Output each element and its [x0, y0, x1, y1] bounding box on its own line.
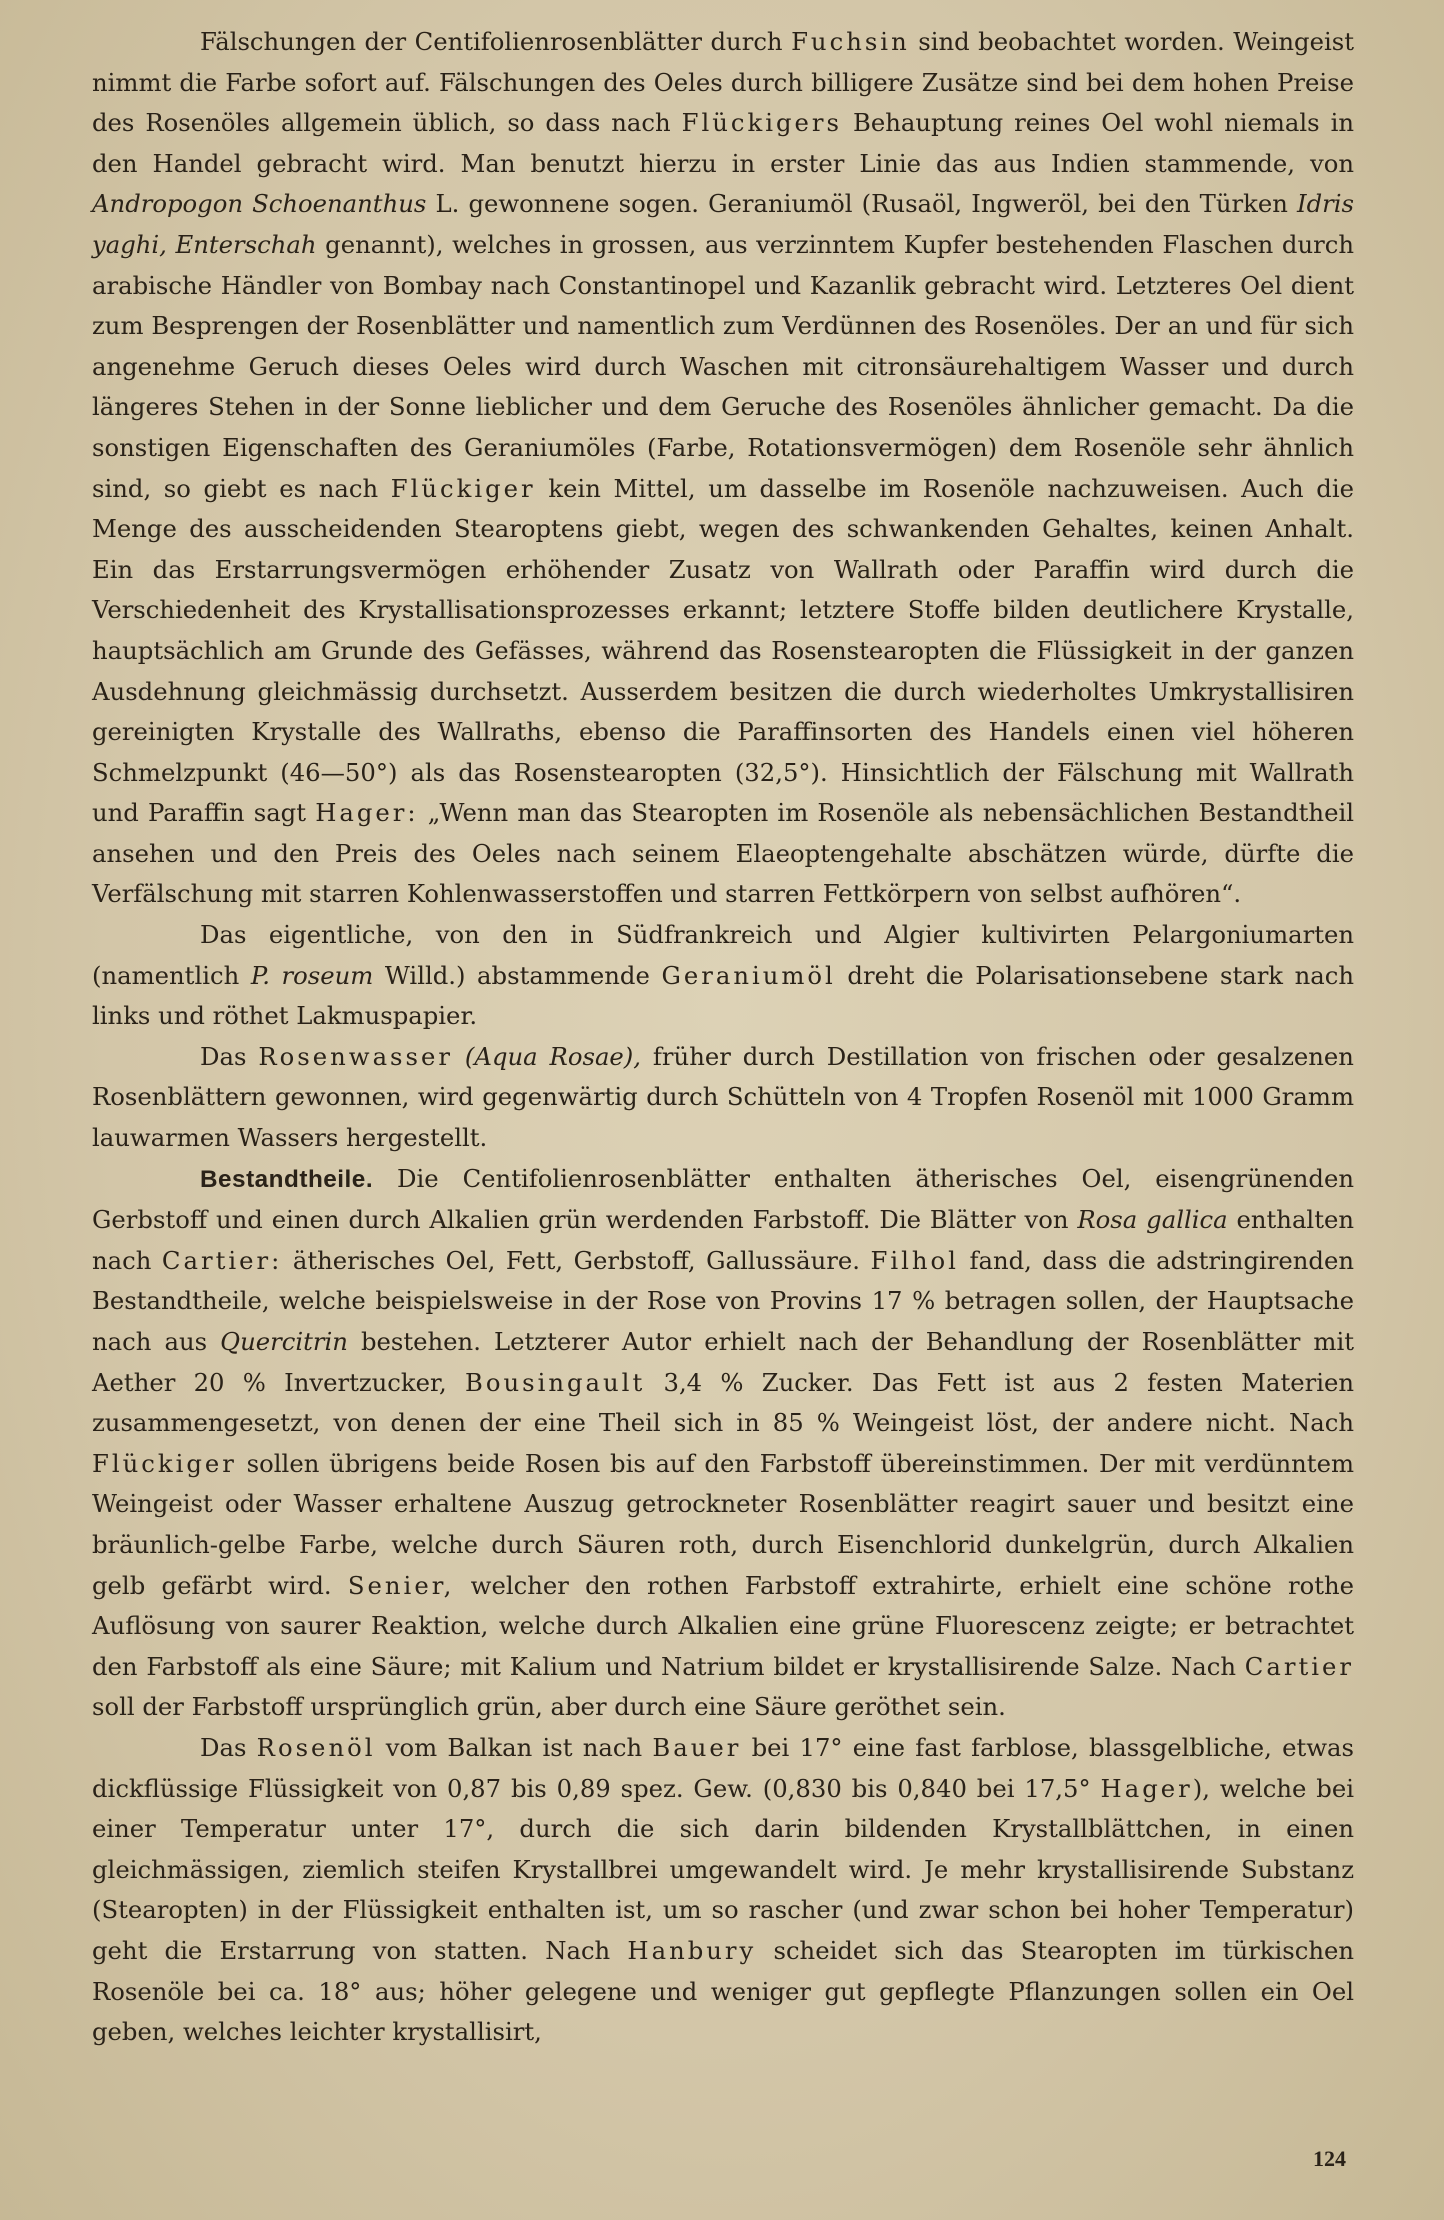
text-run: Fälschungen der Centifolienrosenblätter durch — [200, 27, 792, 56]
text-run: ätherisches Oel, Fett, Gerbstoff, Gallussäure. — [282, 1245, 871, 1275]
text-run: scheidet sich das Stearopten im türkischen Rosenöle bei ca. 18° aus; höher gelegene und weniger gut gepflegte Pflanzungen sollen ein Oel geben, welches leichter krystallisirt, — [92, 1935, 1354, 2047]
text-run: Rosenöl — [256, 1732, 376, 1762]
text-run: bestehen. Letzterer Autor erhielt nach der Behandlung der Rosenblätter mit Aether 20 % Invertzucker, — [92, 1327, 1354, 1397]
text-run: Geraniumöl — [661, 960, 836, 990]
paragraph — [92, 1728, 1354, 2053]
text-run: Die Centifolienrosenblätter enthalten ätherisches Oel, eisengrünenden Gerbstoff und einen durch Alkalien grün werdenden Farbstoff. Die Blätter von — [92, 1163, 1354, 1235]
paragraph — [92, 915, 1354, 1037]
text-run: welcher den rothen Farbstoff extrahirte, erhielt eine schöne rothe Auflösung von saurer Reaktion, welche durch Alkalien eine grüne Fluorescenz zeigte; er betrachtet den Farbstoff als eine Säure; mit Kalium und Natrium bildet er krystallisirende Salze. Nach — [92, 1570, 1354, 1681]
text-run: ), welche bei einer Temperatur unter 17°, durch die sich darin bildenden Krystallblättchen, in einen gleichmässigen, ziemlich steifen Krystallbrei umgewandelt wird. Je mehr krystallisirende Substanz (Stearopten) in der Flüssigkeit enthalten ist, um so rascher (und zwar schon bei hoher Temperatur) geht die Erstarrung von statten. Nach — [92, 1773, 1355, 1965]
text-run: Das — [200, 1732, 257, 1762]
section-heading: Bestandtheile. — [200, 1165, 374, 1193]
text-run: enthalten nach — [92, 1205, 1354, 1275]
text-run: Quercitrin — [220, 1327, 348, 1356]
text-run: Willd.) abstammende — [373, 960, 662, 990]
text-run: Das eigentliche, von den in Südfrankreich und Algier kultivirten Pelargoniumarten (namentlich — [92, 920, 1354, 990]
text-run: fand, dass die adstringirenden Bestandtheile, welche beispielsweise in der Rose von Provins 17 % betragen sollen, der Hauptsache nach aus — [92, 1245, 1354, 1356]
text-run: Senier, — [347, 1570, 455, 1600]
text-run: kein Mittel, um dasselbe im Rosenöle nachzuweisen. Auch die Menge des ausscheidenden Stearoptens giebt, wegen des schwankenden Gehaltes, keinen Anhalt. Ein das Erstarrungsvermögen erhöhender Zusatz von Wallrath oder Paraffin wird durch die Verschiedenheit des Krystallisationsprozesses erkannt; letztere Stoffe bilden deutlichere Krystalle, hauptsächlich am Grunde des Gefässes, während das Rosenstearopten die Flüssigkeit in der ganzen Ausdehnung gleichmässig durchsetzt. Ausserdem besitzen die durch wiederholtes Umkrystallisiren gereinigten Krystalle des Wallraths, ebenso die Paraffinsorten des Handels einen viel höheren Schmelzpunkt (46—50°) als das Rosenstearopten (32,5°). Hinsichtlich der Fälschung mit Wallrath und Paraffin sagt — [92, 473, 1354, 828]
text-run: Cartier — [1244, 1651, 1354, 1681]
text-run: Fuchsin — [791, 27, 910, 56]
text-run: Flückiger — [390, 473, 536, 503]
text-run: sollen übrigens beide Rosen bis auf den Farbstoff übereinstimmen. Der mit verdünntem Weingeist oder Wasser erhaltene Auszug getrockneter Rosenblätter reagirt sauer und besitzt eine bräunlich-gelbe Farbe, welche durch Säuren roth, durch Eisenchlorid dunkelgrün, durch Alkalien gelb gefärbt wird. — [92, 1448, 1354, 1600]
text-run: dreht die Polarisationsebene stark nach links und röthet Lakmuspapier. — [92, 960, 1354, 1031]
text-run: Behauptung reines Oel wohl niemals in den Handel gebracht wird. Man benutzt hierzu in erster Linie das aus Indien stammende, von — [92, 108, 1354, 178]
page-number: 124 — [1313, 2146, 1346, 2171]
text-run: vom Balkan ist nach — [375, 1732, 653, 1762]
text-run: P. roseum — [250, 960, 374, 990]
text-run: Flückiger — [92, 1448, 237, 1478]
text-run: genannt), welches in grossen, aus verzinntem Kupfer bestehenden Flaschen durch arabische Händler von Bombay nach Constantinopel und Kazanlik gebracht wird. Letzteres Oel dient zum Besprengen der Rosenblätter und namentlich zum Verdünnen des Rosenöles. Der an und für sich angenehme Geruch dieses Oeles wird durch Waschen mit citronsäurehaltigem Wasser und durch längeres Stehen in der Sonne lieblicher und dem Geruche des Rosenöles ähnlicher gemacht. Da die sonstigen Eigenschaften des Geraniumöles (Farbe, Rotationsvermögen) dem Rosenöle sehr ähnlich sind, so giebt es nach — [92, 229, 1354, 503]
text-run: Rosa gallica — [1077, 1205, 1228, 1235]
paragraph — [92, 1037, 1354, 1159]
text-run: früher durch Destillation von frischen oder gesalzenen Rosenblättern gewonnen, wird gegenwärtig durch Schütteln von 4 Tropfen Rosenöl mit 1000 Gramm lauwarmen Wassers hergestellt. — [92, 1041, 1354, 1153]
text-run: Bauer — [652, 1732, 742, 1762]
text-run: Andropogon Schoenanthus — [92, 189, 427, 219]
text-run: Rosenwasser — [258, 1041, 453, 1071]
text-run: soll der Farbstoff ursprünglich grün, aber durch eine Säure geröthet sein. — [92, 1692, 1006, 1722]
body-text — [92, 22, 1354, 2053]
text-run: Das — [200, 1041, 259, 1071]
text-run: Bousingault — [464, 1367, 646, 1397]
text-run: Idris yaghi, Enterschah — [92, 189, 1354, 259]
text-run: „Wenn man das Stearopten im Rosenöle als nebensächlichen Bestandtheil ansehen und den Preis des Oeles nach seinem Elaeoptengehalte abschätzen würde, dürfte die Verfälschung mit starren Kohlenwasserstoffen und starren Fettkörpern von selbst aufhören“. — [92, 798, 1354, 909]
text-run: Hager — [1100, 1773, 1193, 1803]
text-run: L. gewonnene sogen. Geraniumöl (Rusaöl, Ingweröl, bei den Türken — [426, 189, 1297, 219]
paragraph — [92, 22, 1354, 915]
text-run: 3,4 % Zucker. Das Fett ist aus 2 festen Materien zusammengesetzt, von denen der eine Theil sich in 85 % Weingeist löst, der andere nicht. Nach — [92, 1367, 1354, 1438]
text-run: bei 17° eine fast farblose, blassgelbliche, etwas dickflüssige Flüssigkeit von 0,87 bis 0,89 spez. Gew. (0,830 bis 0,840 bei 17,5° — [92, 1732, 1354, 1803]
text-run: sind beobachtet worden. Weingeist nimmt die Farbe sofort auf. Fälschungen des Oeles durch billigere Zusätze sind bei dem hohen Preise des Rosenöles allgemein üblich, so dass nach — [92, 27, 1354, 138]
text-run: Filhol — [870, 1245, 959, 1275]
paragraph — [92, 1159, 1354, 1728]
text-run: (Aqua Rosae), — [464, 1041, 642, 1071]
text-run — [453, 1042, 465, 1071]
text-run: Cartier: — [161, 1245, 283, 1275]
text-run: Hager: — [315, 798, 419, 828]
text-run: Flückigers — [681, 108, 843, 138]
text-run: Hanbury — [627, 1935, 757, 1965]
